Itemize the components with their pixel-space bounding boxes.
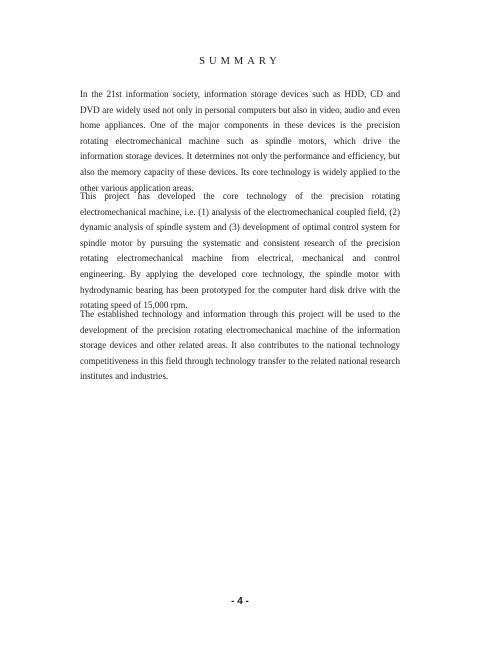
summary-paragraph-2: This project has developed the core technology of the precision rotating electromechanical machine, i.e. (1) analysis of the electromechanical coupled field, (2) dynamic analysis of spindle system and (3) development of optimal control system for spindle motor by pursuing the systematic and consistent research of the precision rotating electromechanical machine from electrical, mechanical and control engineering. By applying the developed core technology, the spindle motor with hydrodynamic bearing has been prototyped for the computer hard disk drive with the rotating speed of 15,000 rpm.: [80, 191, 400, 311]
page-title: SUMMARY: [199, 56, 281, 68]
page-number: - 4 -: [231, 596, 249, 607]
summary-paragraph-1: In the 21st information society, information storage devices such as HDD, CD and DVD are widely used not only in personal computers but also in video, audio and even home appliances. One of the major components in these devices is the precision rotating electromechanical machine such as spindle motors, which drive the information storage devices. It determines not only the performance and efficiency, but also the memory capacity of these devices. Its core technology is widely applied to the other various application areas.: [80, 89, 400, 193]
summary-paragraph-3: The established technology and information through this project will be used to the development of the precision rotating electromechanical machine of the information storage devices and other related areas. It also contributes to the national technology competitiveness in this field through technology transfer to the related national research institutes and industries.: [80, 309, 400, 382]
